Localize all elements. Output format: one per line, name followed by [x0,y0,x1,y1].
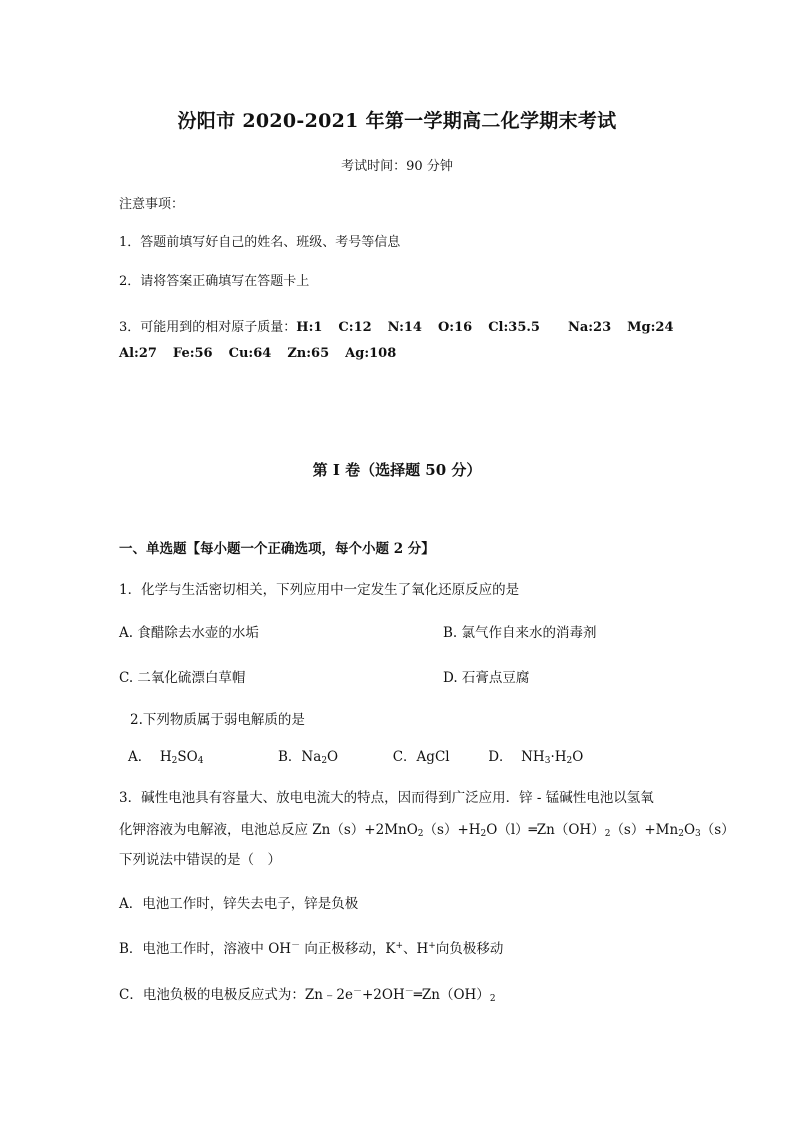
question-3-option-c: C．电池负极的电极反应式为：$Zn﹣2e^-+2OH^-═Zn(OH)_2$ [119,987,496,1004]
question-2-stem: 2.下列物质属于弱电解质的是 [130,712,305,728]
question-2-option-d: D． $NH_3\cdot H_2O$ [488,749,584,766]
notes-item-2: 2．请将答案正确填写在答题卡上 [119,274,310,289]
question-3-option-a: A．电池工作时，锌失去电子，锌是负极 [119,896,359,912]
notes-item-1: 1．答题前填写好自己的姓名、班级、考号等信息 [119,235,401,250]
part-heading: 一、单选题【每小题一个正确选项，每个小题 2 分】 [119,541,435,557]
question-3-line-2: 化钾溶液为电解液，电池总反应 $Zn(s)+2MnO_2(s)+H_2O(l)═Zn(OH)_2(s)+Mn_2O_3(s)$ [119,822,735,839]
question-2-options [128,745,583,766]
question-1-stem: 1．化学与生活密切相关，下列应用中一定发生了氧化还原反应的是 [119,582,520,598]
exam-title: 汾阳市 2020-2021 年第一学期高二化学期末考试 [177,110,617,132]
question-1-option-d: D. 石膏点豆腐 [443,670,530,686]
question-1-option-c: C. 二氧化硫漂白草帽 [119,670,246,686]
question-1-option-b: B. 氯气作自来水的消毒剂 [443,625,597,641]
question-3-line-3: 下列说法中错误的是（ ） [119,852,281,868]
question-2-option-c: C．AgCl [392,749,450,765]
question-3-line-1: 3．碱性电池具有容量大、放电电流大的特点，因而得到广泛应用．锌 - 锰碱性电池以氢氧 [119,790,654,806]
atomic-mass-intro: 3．可能用到的相对原子质量： [119,320,297,335]
atomic-mass-row-1: H:1 C:12 N:14 O:16 Cl:35.5 Na:23 Mg:24 [296,320,674,335]
question-3-option-b: B．电池工作时，溶液中 OH－ 向正极移动，K+、H+向负极移动 [119,941,504,957]
atomic-mass-row-2: Al:27 Fe:56 Cu:64 Zn:65 Ag:108 [119,346,397,361]
section-title: 第 I 卷（选择题 50 分） [312,461,482,479]
exam-time: 考试时间：90 分钟 [341,159,453,174]
notes-item-3 [119,316,690,335]
question-2-option-b: B．$Na_2O$ [278,749,339,766]
question-2-option-a: A． $H_2SO_4$ [128,749,204,766]
question-1-option-a: A. 食醋除去水壶的水垢 [119,625,259,641]
notes-heading: 注意事项： [119,197,185,212]
